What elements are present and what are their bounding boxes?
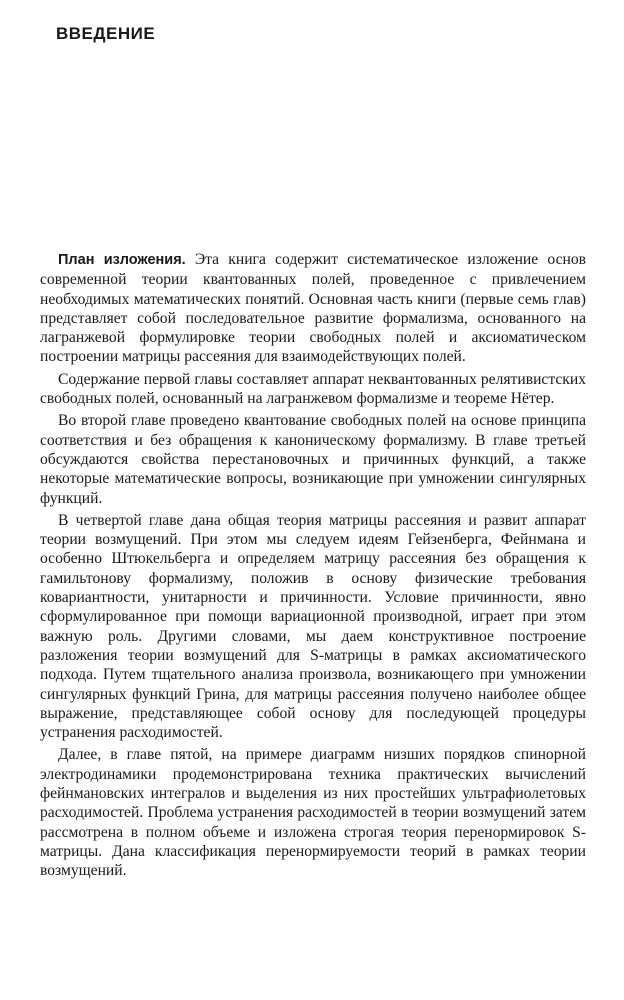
chapter-title: ВВЕДЕНИЕ	[56, 24, 156, 43]
paragraph-chapter-one: Содержание первой главы составляет аппарат неквантованных релятивистских свободных полей, основанный на лагранжевом формализме и теореме Нётер.	[40, 370, 586, 408]
paragraph-chapter-five: Далее, в главе пятой, на примере диаграмм низших порядков спинорной электродинамики продемонстрирована техника практических вычислений фейнмановских интегралов и выделения из них простейших ультрафиолетовых расходимостей. Проблема устранения расходимостей в теории возмущений затем рассмотрена в полном объеме и изложена строгая теория перенормировок S-матрицы. Дана классификация перенормируемости теорий в рамках теории возмущений.	[40, 746, 586, 880]
body-text	[40, 250, 586, 884]
paragraph-plan-text: Эта книга содержит систематическое изложение основ современной теории квантованных полей, проведенное с привлечением необходимых математических понятий. Основная часть книги (первые семь глав) представляет собой последовательное развитие формализма, основанного на лагранжевой формулировке теории свободных полей и аксиоматическом построении матрицы рассеяния для взаимодействующих полей.	[40, 251, 586, 366]
paragraph-chapter-two-three: Во второй главе проведено квантование свободных полей на основе принципа соответствия и без обращения к каноническому формализму. В главе третьей обсуждаются свойства перестановочных и причинных функций, а также некоторые математические вопросы, возникающие при умножении сингулярных функций.	[40, 412, 586, 507]
paragraph-lead-heading: План изложения.	[58, 252, 186, 268]
paragraph-plan	[40, 250, 586, 367]
paragraph-chapter-four: В четвертой главе дана общая теория матрицы рассеяния и развит аппарат теории возмущений. При этом мы следуем идеям Гейзенберга, Фейнмана и особенно Штюкельберга и определяем матрицу рассеяния без обращения к гамильтонову формализму, положив в основу физические требования ковариантности, унитарности и причинности. Условие причинности, явно сформулированное при помощи вариационной производной, играет при этом важную роль. Другими словами, мы даем конструктивное построение разложения теории возмущений для S-матрицы в рамках аксиоматического подхода. Путем тщательного анализа произвола, возникающего при умножении сингулярных функций Грина, для матрицы рассеяния получено наиболее общее выражение, представляющее собой основу для последующей процедуры устранения расходимостей.	[40, 511, 586, 742]
